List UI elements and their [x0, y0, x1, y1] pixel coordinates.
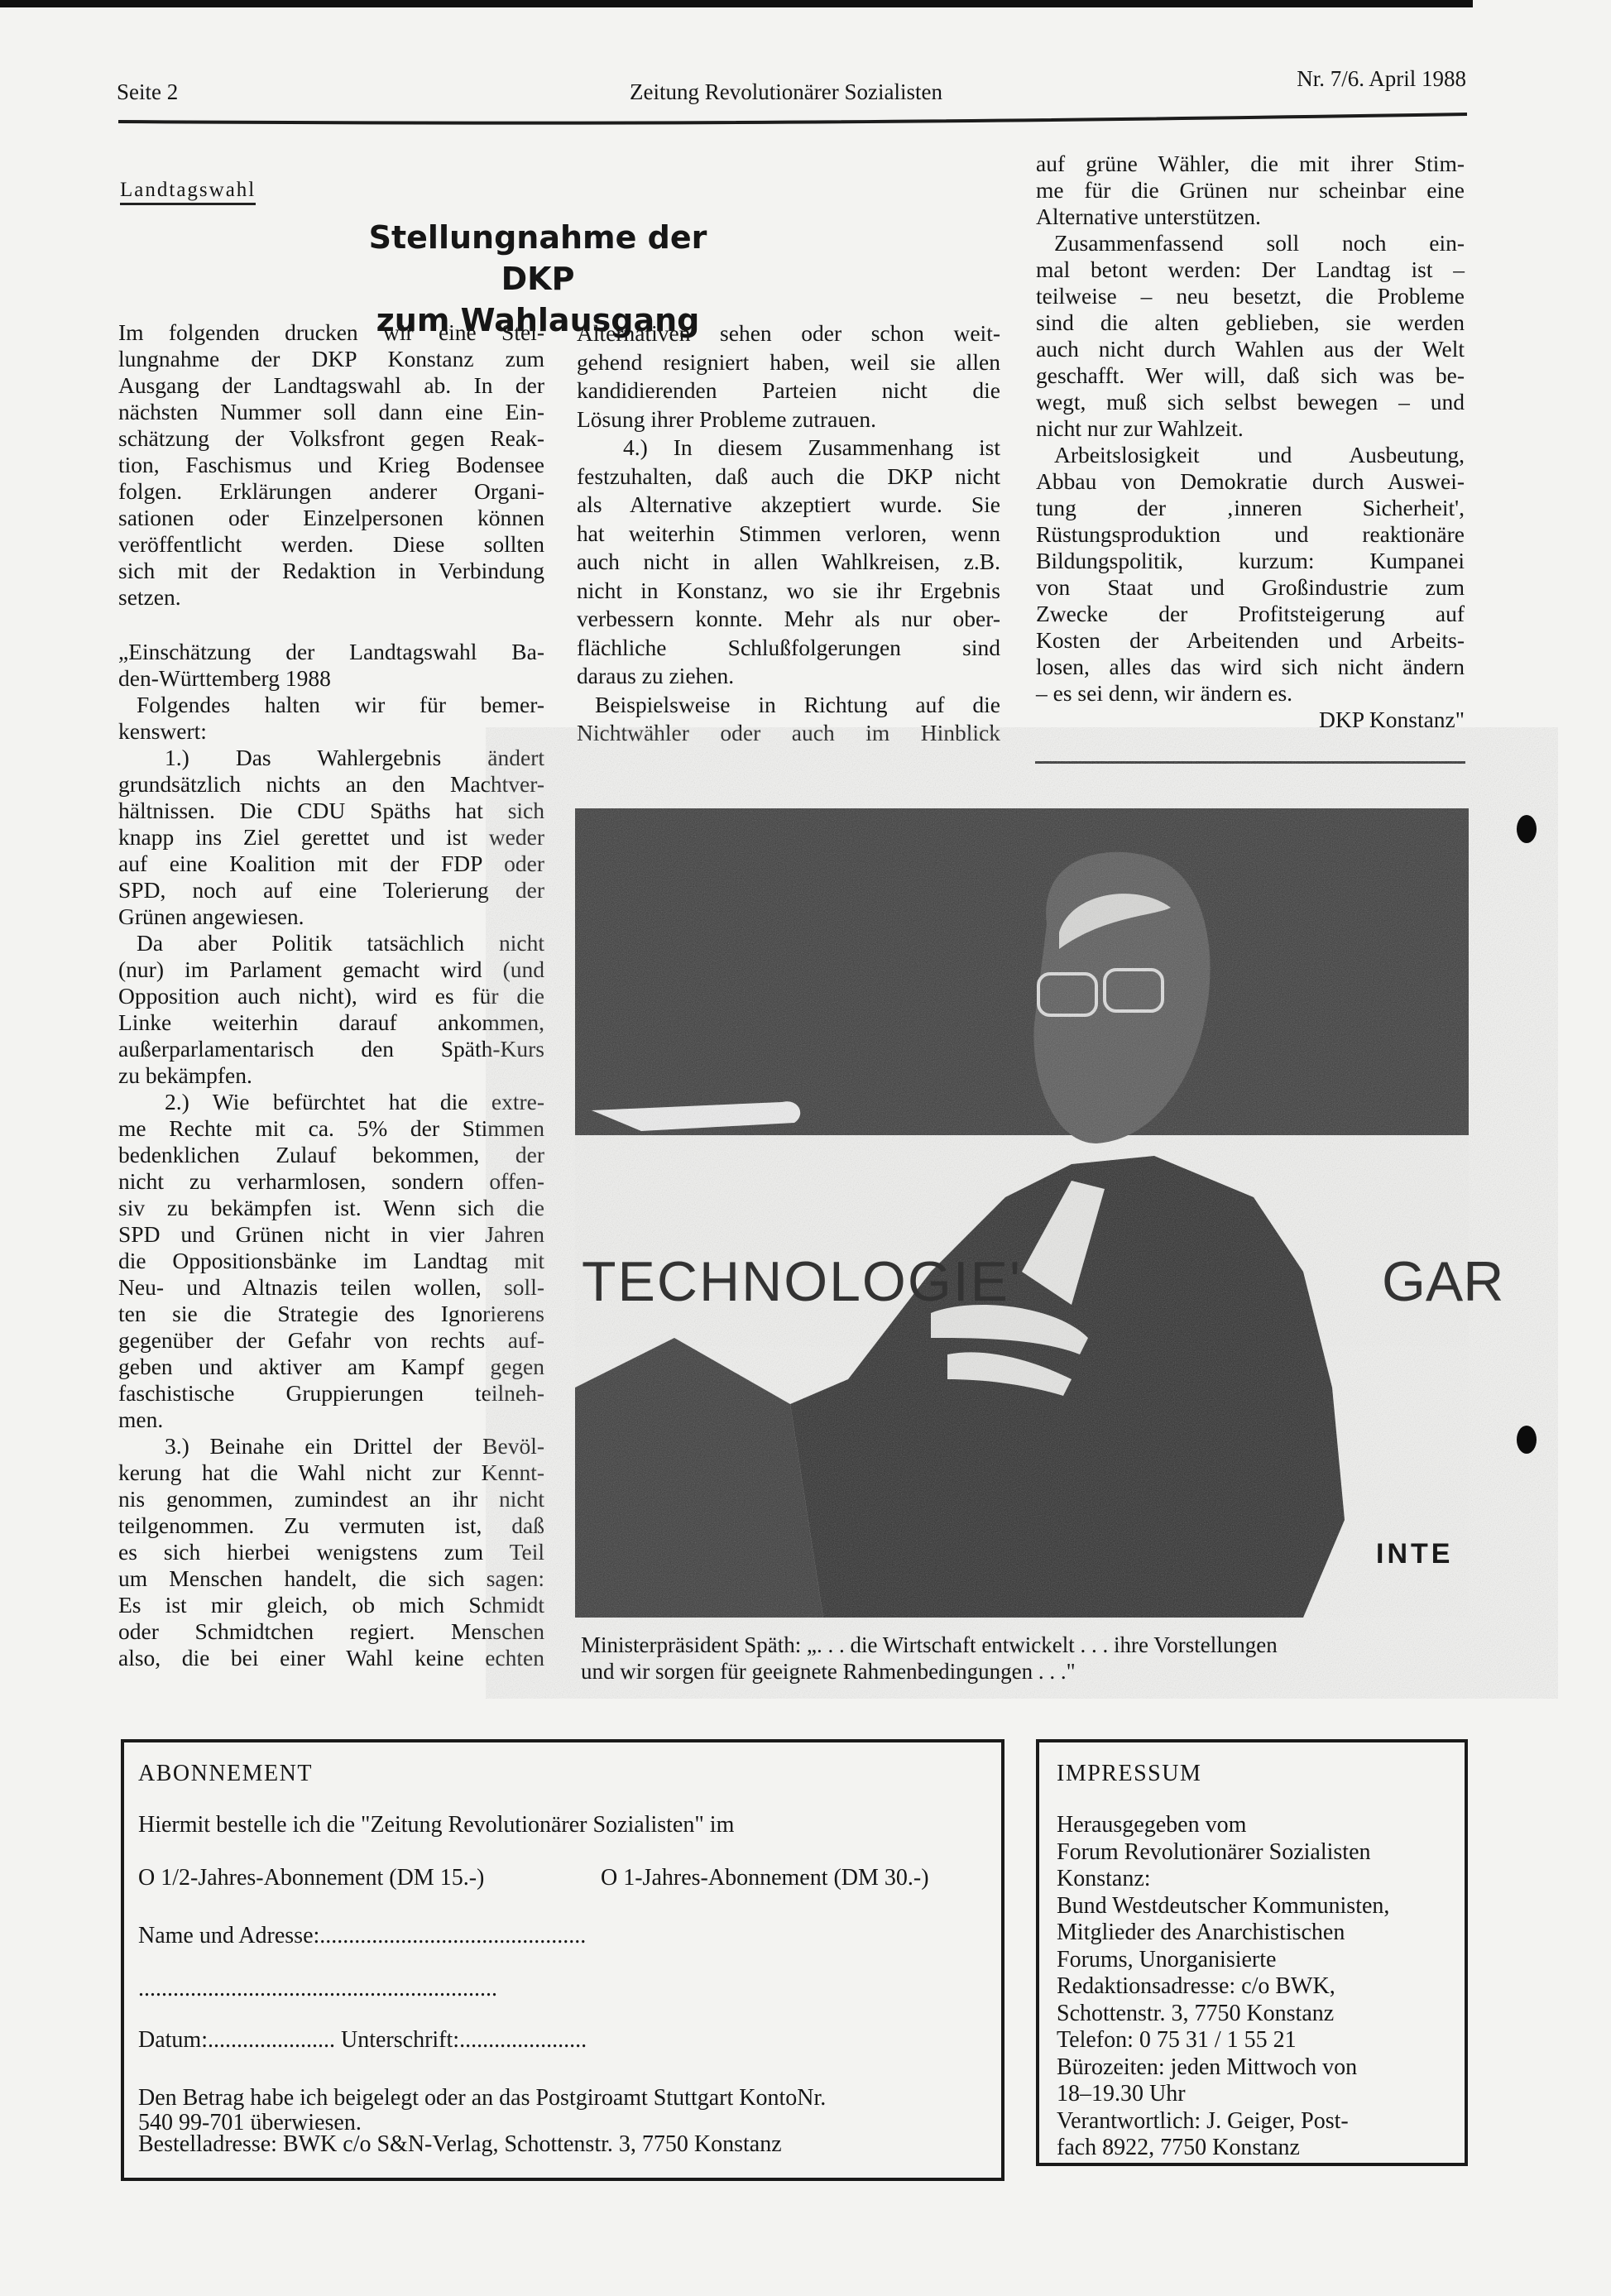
- impressum-line: 18–19.30 Uhr: [1057, 2081, 1186, 2107]
- paragraph: [118, 1089, 544, 1433]
- caption-line-1: Ministerpräsident Späth: „. . . die Wirtschaft entwickelt . . . ihre Vorstellungen: [581, 1632, 1278, 1657]
- text-line: daraus zu ziehen.: [577, 663, 735, 688]
- punch-hole: [1517, 815, 1537, 843]
- text-line: gegenüber der Gefahr von rechts auf-: [118, 1327, 544, 1353]
- text-line: hat weiterhin Stimmen verloren, wenn: [577, 520, 1000, 546]
- paragraph: [1036, 707, 1465, 733]
- photo-sign-text-bottom: INTE: [1376, 1538, 1454, 1570]
- text-line: Folgendes halten wir für bemer-: [137, 692, 544, 717]
- impressum-line: Verantwortlich: J. Geiger, Post-: [1057, 2107, 1349, 2134]
- photo-sign-text-right: GAR: [1382, 1250, 1504, 1313]
- text-line: „Einschätzung der Landtagswahl Ba-: [118, 639, 544, 664]
- date-field[interactable]: ......................: [208, 2027, 335, 2053]
- text-line: kerung hat die Wahl nicht zur Kennt-: [118, 1460, 544, 1485]
- impressum-line: fach 8922, 7750 Konstanz: [1057, 2135, 1300, 2160]
- paragraph: [577, 319, 1000, 434]
- text-line: bedenklichen Zulauf bekommen, der: [118, 1142, 544, 1167]
- paragraph: [1036, 442, 1465, 707]
- text-line: knapp ins Ziel gerettet und ist weder: [118, 824, 544, 850]
- photo-grain: [575, 808, 1469, 1618]
- text-line: lungnahme der DKP Konstanz zum: [118, 346, 544, 371]
- text-line: Es ist mir gleich, ob mich Schmidt: [118, 1592, 544, 1618]
- article-column-1: [118, 319, 544, 1671]
- text-line: festzuhalten, daß auch die DKP nicht: [577, 463, 1000, 489]
- text-line: Linke weiterhin darauf ankommen,: [118, 1009, 544, 1035]
- text-line: Bildungspolitik, kurzum: Kumpanei: [1036, 548, 1465, 573]
- order-address: Bestelladresse: BWK c/o S&N-Verlag, Schottenstr. 3, 7750 Konstanz: [138, 2131, 782, 2157]
- payment-line-2: 540 99-701 überwiesen.: [138, 2110, 362, 2135]
- impressum-line: Bund Westdeutscher Kommunisten,: [1057, 1892, 1390, 1919]
- text-line: nächsten Nummer soll dann eine Ein-: [118, 399, 544, 424]
- text-line: nicht zu verharmlosen, sondern offen-: [118, 1168, 544, 1194]
- text-line: außerparlamentarisch den Späth-Kurs: [118, 1036, 544, 1062]
- text-line: also, die bei einer Wahl keine echten: [118, 1645, 544, 1670]
- paragraph-gap: [118, 611, 544, 639]
- article-column-2: [577, 319, 1000, 748]
- headline-line-2: zum Wahlausgang: [376, 302, 700, 338]
- text-line: DKP Konstanz": [1319, 707, 1465, 732]
- paragraph: [118, 745, 544, 930]
- text-line: SPD und Grünen nicht in vier Jahren: [118, 1221, 544, 1247]
- text-line: Opposition auch nicht), wird es für die: [118, 983, 544, 1009]
- text-line: nicht in Konstanz, wo sie ihr Ergebnis: [577, 577, 1000, 603]
- text-line: (nur) im Parlament gemacht wird (und: [118, 956, 544, 982]
- signature-label: Unterschrift:: [341, 2027, 460, 2053]
- text-line: mal betont werden: Der Landtag ist –: [1036, 256, 1465, 282]
- paragraph: [118, 930, 544, 1089]
- text-line: Beispielsweise in Richtung auf die: [595, 691, 1000, 717]
- impressum-line: Forum Revolutionärer Sozialisten: [1057, 1838, 1371, 1865]
- subscription-intro: Hiermit bestelle ich die "Zeitung Revolutionärer Sozialisten" im: [138, 1812, 735, 1838]
- impressum-line: Schottenstr. 3, 7750 Konstanz: [1057, 2000, 1335, 2026]
- text-line: um Menschen handelt, die sich sagen:: [118, 1565, 544, 1591]
- paragraph: [118, 692, 544, 745]
- text-line: als Alternative akzeptiert wurde. Sie: [577, 491, 1000, 517]
- text-line: Grünen angewiesen.: [118, 904, 304, 929]
- date-label: Datum:: [138, 2027, 208, 2053]
- page-number: Seite 2: [117, 79, 179, 104]
- text-line: Arbeitslosigkeit und Ausbeutung,: [1054, 442, 1465, 467]
- text-line: SPD, noch auf eine Tolerierung der: [118, 877, 544, 903]
- text-line: grundsätzlich nichts an den Machtver-: [118, 771, 544, 797]
- subscription-form: [121, 1739, 1004, 2181]
- text-line: Alternativen sehen oder schon weit-: [577, 320, 1000, 346]
- press-photo: [575, 808, 1504, 1618]
- text-line: Lösung ihrer Probleme zutrauen.: [577, 405, 876, 432]
- text-line: nicht nur zur Wahlzeit.: [1036, 415, 1244, 441]
- text-line: 1.) Das Wahlergebnis ändert: [165, 745, 544, 770]
- paragraph: [1036, 151, 1465, 230]
- text-line: Nichtwähler oder auch im Hinblick: [577, 720, 1000, 745]
- text-line: men.: [118, 1407, 164, 1432]
- text-line: ten sie die Strategie des Ignorierens: [118, 1301, 544, 1326]
- impressum-line: Konstanz:: [1057, 1866, 1151, 1891]
- text-line: sind die alten geblieben, sie werden: [1036, 309, 1465, 335]
- impressum-line: Forums, Unorganisierte: [1057, 1946, 1277, 1972]
- scan-edge: [0, 0, 1473, 7]
- section-label: Landtagswahl: [120, 179, 256, 205]
- impressum-line: Bürozeiten: jeden Mittwoch von: [1057, 2054, 1358, 2080]
- impressum-line: Mitglieder des Anarchistischen: [1057, 1920, 1345, 1945]
- name-address-dots: ..............................................: [319, 1923, 587, 1948]
- header-rule: [118, 111, 1467, 127]
- text-line: nis genommen, zumindest an ihr nicht: [118, 1486, 544, 1512]
- date-signature-row: [138, 2027, 587, 2054]
- text-line: siv zu bekämpfen ist. Wenn sich die: [118, 1195, 544, 1220]
- impressum-box: [1036, 1739, 1468, 2166]
- article-end-rule: [1035, 761, 1465, 764]
- name-address-field[interactable]: [138, 1923, 586, 1949]
- text-line: tung der ‚inneren Sicherheit',: [1036, 495, 1465, 520]
- impressum-line: Telefon: 0 75 31 / 1 55 21: [1057, 2027, 1297, 2053]
- text-line: veröffentlicht werden. Diese sollten: [118, 531, 544, 557]
- text-line: auf grüne Wähler, die mit ihrer Stim-: [1036, 151, 1465, 176]
- impressum-line: Herausgegeben vom: [1057, 1812, 1247, 1838]
- paragraph: [1036, 230, 1465, 442]
- text-line: flächliche Schlußfolgerungen sind: [577, 634, 1000, 660]
- newspaper-title: Zeitung Revolutionärer Sozialisten: [630, 79, 942, 104]
- text-line: oder Schmidtchen regiert. Menschen: [118, 1618, 544, 1644]
- paragraph: [577, 691, 1000, 748]
- text-line: Da aber Politik tatsächlich nicht: [137, 930, 544, 956]
- text-line: 4.) In diesem Zusammenhang ist: [623, 434, 1000, 460]
- text-line: 3.) Beinahe ein Drittel der Bevöl-: [165, 1433, 544, 1459]
- impressum-line: Redaktionsadresse: c/o BWK,: [1057, 1973, 1335, 1999]
- option-half-year[interactable]: O 1/2-Jahres-Abonnement (DM 15.-): [138, 1865, 485, 1891]
- text-line: auf eine Koalition mit der FDP oder: [118, 851, 544, 876]
- issue-date: Nr. 7/6. April 1988: [1297, 66, 1466, 91]
- option-full-year[interactable]: O 1-Jahres-Abonnement (DM 30.-): [601, 1865, 929, 1891]
- punch-hole: [1517, 1426, 1537, 1454]
- text-line: 2.) Wie befürchtet hat die extre-: [165, 1089, 544, 1114]
- text-line: teilweise – neu besetzt, die Probleme: [1036, 283, 1465, 309]
- text-line: es sich hierbei wenigstens zum Teil: [118, 1539, 544, 1565]
- text-line: den-Württemberg 1988: [118, 665, 331, 691]
- text-line: sich mit der Redaktion in Verbindung: [118, 558, 544, 583]
- text-line: Ausgang der Landtagswahl ab. In der: [118, 372, 544, 398]
- text-line: faschistische Gruppierungen teilneh-: [118, 1380, 544, 1406]
- text-line: gehend resigniert haben, weil sie allen: [577, 348, 1000, 375]
- paragraph: [577, 434, 1000, 691]
- text-line: setzen.: [118, 584, 181, 610]
- text-line: zu bekämpfen.: [118, 1062, 252, 1088]
- photo-caption: [581, 1632, 1474, 1685]
- text-line: geschafft. Wer will, daß sich was be-: [1036, 362, 1465, 388]
- text-line: me Rechte mit ca. 5% der Stimmen: [118, 1115, 544, 1141]
- paragraph: [118, 319, 544, 611]
- text-line: Rüstungsproduktion und reaktionäre: [1036, 521, 1465, 547]
- article-column-3: [1036, 151, 1465, 733]
- text-line: auch nicht in allen Wahlkreisen, z.B.: [577, 549, 1000, 574]
- text-line: schätzung der Volksfront gegen Reak-: [118, 425, 544, 451]
- paragraph: [118, 639, 544, 692]
- text-line: Zwecke der Profitsteigerung auf: [1036, 601, 1465, 626]
- headline-line-1: Stellungnahme der DKP: [368, 219, 707, 297]
- text-line: verbessern konnte. Mehr als nur ober-: [577, 606, 1000, 631]
- text-line: geben und aktiver am Kampf gegen: [118, 1354, 544, 1379]
- text-line: von Staat und Großindustrie zum: [1036, 574, 1465, 600]
- text-line: Kosten der Arbeitenden und Arbeits-: [1036, 627, 1465, 653]
- payment-line-1: Den Betrag habe ich beigelegt oder an das Postgiroamt Stuttgart KontoNr.: [138, 2085, 827, 2111]
- text-line: kandidierenden Parteien nicht die: [577, 377, 1000, 403]
- impressum-title: IMPRESSUM: [1057, 1761, 1202, 1786]
- text-line: kenswert:: [118, 718, 207, 744]
- paragraph: [118, 1433, 544, 1671]
- text-line: me für die Grünen nur scheinbar eine: [1036, 177, 1465, 203]
- text-line: Neu- und Altnazis teilen wollen, soll-: [118, 1274, 544, 1300]
- text-line: teilgenommen. Zu vermuten ist, daß: [118, 1512, 544, 1538]
- signature-field[interactable]: ......................: [459, 2027, 587, 2053]
- text-line: hältnissen. Die CDU Späths hat sich: [118, 798, 544, 823]
- text-line: sationen oder Einzelpersonen können: [118, 505, 544, 530]
- text-line: – es sei denn, wir ändern es.: [1036, 680, 1293, 706]
- text-line: wegt, muß sich selbst bewegen – und: [1036, 389, 1465, 415]
- text-line: Alternative unterstützen.: [1036, 204, 1261, 229]
- address-line-field[interactable]: ..............................................................: [138, 1976, 497, 2001]
- text-line: folgen. Erklärungen anderer Organi-: [118, 478, 544, 504]
- name-address-label: Name und Adresse:: [138, 1923, 320, 1948]
- text-line: losen, alles das wird sich nicht ändern: [1036, 654, 1465, 679]
- text-line: die Oppositionsbänke im Landtag mit: [118, 1248, 544, 1273]
- caption-line-2: und wir sorgen für geeignete Rahmenbedingungen . . .": [581, 1659, 1076, 1684]
- text-line: tion, Faschismus und Krieg Bodensee: [118, 452, 544, 477]
- photo-sign-text-left: TECHNOLOGIE': [582, 1250, 1022, 1313]
- text-line: Abbau von Demokratie durch Auswei-: [1036, 468, 1465, 494]
- text-line: Zusammenfassend soll noch ein-: [1054, 230, 1465, 256]
- text-line: Im folgenden drucken wir eine Stel-: [118, 319, 544, 345]
- subscription-title: ABONNEMENT: [138, 1761, 313, 1786]
- text-line: auch nicht durch Wahlen aus der Welt: [1036, 336, 1465, 362]
